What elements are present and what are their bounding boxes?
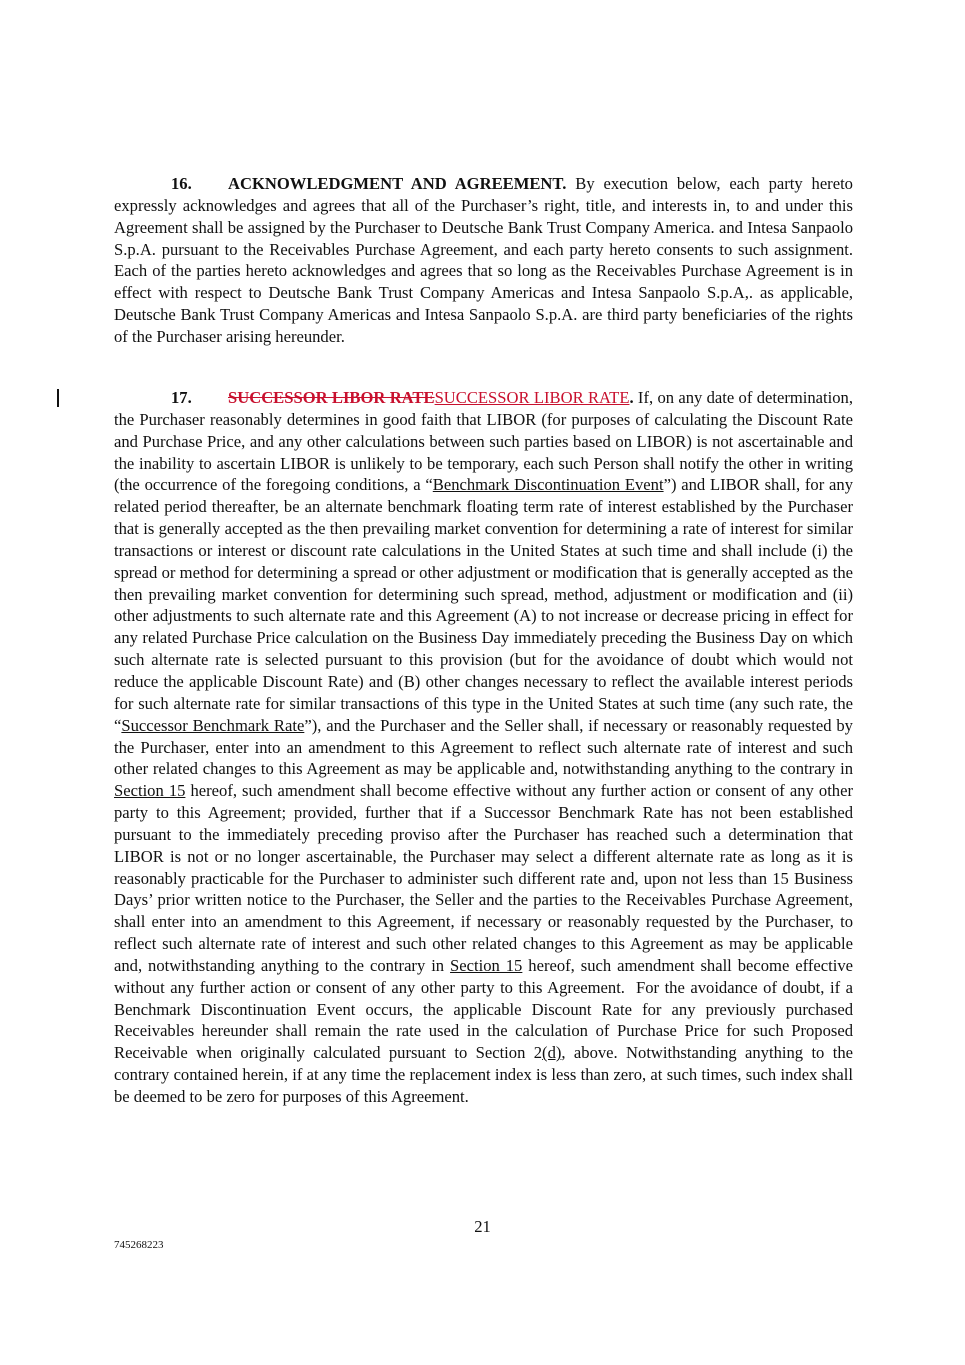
document-id: 745268223: [114, 1239, 164, 1251]
section-16-number: 16.: [171, 174, 192, 193]
section-16-heading: ACKNOWLEDGMENT AND AGREEMENT.: [228, 174, 567, 193]
section-16-body: By execution below, each party hereto expressly acknowledges and agrees that all of the Purchaser’s right, title, and interests in, to and under this Agreement shall be assigned by the Purchaser to Deutsche Bank Trust Company America. and Intesa Sanpaolo S.p.A. pursuant to the Receivables Purchase Agreement, and each party hereto consents to such assignment. Each of the parties hereto acknowledges and agrees that so long as the Receivables Purchase Agreement is in effect with respect to Deutsche Bank Trust Company Americas and Intesa Sanpaolo S.p.A,. as applicable, Deutsche Bank Trust Company Americas and Intesa Sanpaolo S.p.A. are third party beneficiaries of the rights of the Purchaser arising hereunder.: [114, 174, 853, 346]
section-17-text-4: hereof, such amendment shall become effective without any further action or consent of any other party to this Agreement; provided, further that if a Successor Benchmark Rate has not been established pursuant to the immediately preceding proviso after the Purchaser has reached such a determination that LIBOR is not or no longer ascertainable, the Purchaser may select a different alternate rate as long as it is reasonably practicable for the Purchaser to administer such different rate and, upon not less than 15 Business Days’ prior written notice to the Purchaser, the Seller and the parties to the Receivables Purchase Agreement, shall enter into an amendment to this Agreement, if necessary or reasonably requested by the Purchaser, to reflect such alternate rate of interest and such other related changes to this Agreement as may be applicable and, notwithstanding anything to the contrary in: [114, 781, 853, 975]
section-17-text-1: If, on any date of determination, the Purchaser reasonably determines in good faith that LIBOR (for purposes of calculating the Discount Rate and Purchase Price, and any other calculations between such parties based on LIBOR) is not ascertainable and the inability to ascertain LIBOR is unlikely to be temporary, each such Person shall notify the other in writing (the occurrence of the foregoing conditions, a “: [114, 388, 853, 495]
section-16-paragraph: [114, 173, 853, 348]
section-17-heading-deleted: SUCCESSOR LIBOR RATE: [228, 388, 435, 407]
term-benchmark-discontinuation-event: Benchmark Discontinuation Event: [432, 475, 664, 495]
section-17-number: 17.: [171, 388, 192, 407]
section-17-heading-inserted: SUCCESSOR LIBOR RATE: [434, 388, 630, 407]
section-17-text-2: ”) and LIBOR shall, for any related period thereafter, be an alternate benchmark floating term rate of interest established by the Purchaser that is generally accepted as the then prevailing market convention for determining a rate of interest for similar transactions or interest or discount rate calculations in the United States at such time and shall include (i) the spread or method for determining a spread or other adjustment or modification that is generally accepted as the then prevailing market convention for determining such spread, method, adjustment or modification and (ii) other adjustments to such alternate rate and this Agreement (A) to not increase or decrease pricing in effect for any related Purchase Price calculation on the Business Day immediately preceding the Business Day on which such alternate rate is selected pursuant to this provision (but for the avoidance of doubt which would not reduce the applicable Discount Rate) and (B) other changes necessary to reflect the available interest periods for such alternate rate for similar transactions of this type in the United States at such time (any such rate, the “: [114, 475, 853, 735]
section-15-reference-link[interactable]: Section 15: [114, 781, 186, 801]
section-17-text-5: hereof, such amendment shall become effective without any further action or consent of any other party to this Agreement. For the avoidance of doubt, if a Benchmark Discontinuation Event occurs, the applicable Discount Rate for any previously purchased Receivables hereunder shall remain the rate used in the calculation of Purchase Price for such Proposed Receivable when originally calculated pursuant to Section 2: [114, 955, 853, 1063]
section-17-text-3: ”), and the Purchaser and the Seller shall, if necessary or reasonably requested by the Purchaser, enter into an amendment to this Agreement to reflect such alternate rate of interest and such other related changes to this Agreement as may be applicable and, notwithstanding anything to the contrary in: [114, 715, 853, 779]
section-15-reference-link-2[interactable]: Section 15: [450, 955, 523, 975]
section-17-heading-period: .: [629, 388, 634, 407]
section-17-text-6: , above. Notwithstanding anything to the contrary contained herein, if at any time the replacement index is less than zero, at such times, such index shall be deemed to be zero for purposes of this Agreement.: [114, 1043, 853, 1106]
section-17-paragraph: [114, 387, 853, 1108]
term-successor-benchmark-rate: Successor Benchmark Rate: [121, 715, 305, 735]
page-number: 21: [474, 1217, 491, 1236]
revision-change-bar: [57, 389, 59, 407]
section-2d-reference[interactable]: (d): [542, 1043, 562, 1063]
